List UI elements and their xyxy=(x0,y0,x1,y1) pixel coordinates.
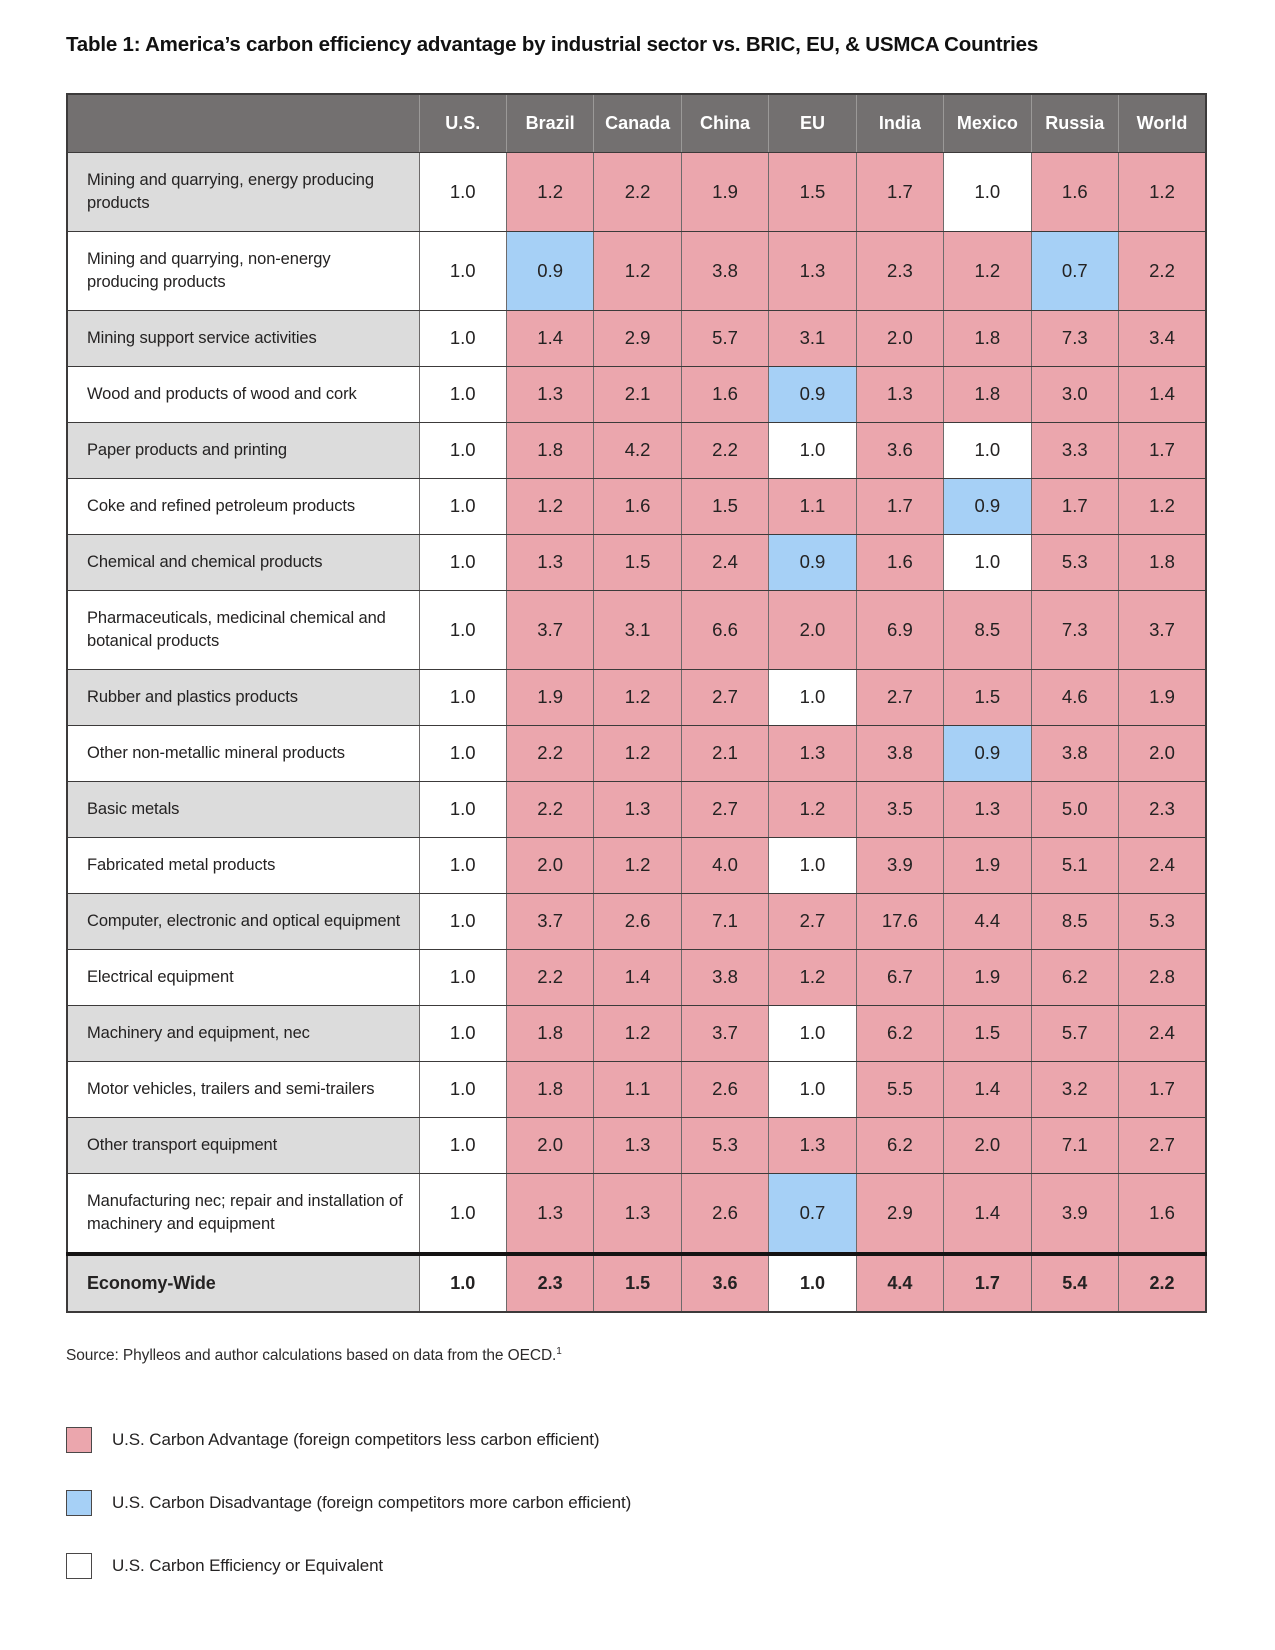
value-cell: 1.6 xyxy=(856,534,943,590)
value-cell: 2.2 xyxy=(506,781,593,837)
value-cell: 4.6 xyxy=(1031,669,1118,725)
row-label: Fabricated metal products xyxy=(67,837,419,893)
table-row xyxy=(67,478,1206,534)
table-row xyxy=(67,781,1206,837)
value-cell: 1.3 xyxy=(769,725,856,781)
value-cell: 1.9 xyxy=(944,949,1031,1005)
table-row xyxy=(67,534,1206,590)
value-cell: 1.2 xyxy=(1119,152,1207,231)
value-cell: 0.7 xyxy=(769,1173,856,1254)
value-cell: 1.0 xyxy=(769,1061,856,1117)
value-cell: 5.3 xyxy=(1119,893,1207,949)
value-cell: 1.6 xyxy=(681,366,768,422)
value-cell: 6.2 xyxy=(856,1005,943,1061)
column-header-india: India xyxy=(856,94,943,152)
value-cell: 2.0 xyxy=(769,590,856,669)
legend xyxy=(66,1427,1209,1579)
value-cell: 1.2 xyxy=(769,781,856,837)
column-header-eu: EU xyxy=(769,94,856,152)
table-row xyxy=(67,231,1206,310)
value-cell: 1.0 xyxy=(419,837,506,893)
value-cell: 1.0 xyxy=(419,1254,506,1312)
value-cell: 8.5 xyxy=(1031,893,1118,949)
value-cell: 1.2 xyxy=(506,478,593,534)
legend-item xyxy=(66,1427,1209,1453)
value-cell: 1.0 xyxy=(419,781,506,837)
row-label: Mining support service activities xyxy=(67,310,419,366)
value-cell: 5.3 xyxy=(1031,534,1118,590)
value-cell: 3.7 xyxy=(681,1005,768,1061)
value-cell: 1.3 xyxy=(856,366,943,422)
value-cell: 1.3 xyxy=(769,1117,856,1173)
value-cell: 1.3 xyxy=(594,1173,681,1254)
value-cell: 1.0 xyxy=(419,893,506,949)
value-cell: 1.7 xyxy=(1119,422,1207,478)
table-header-row xyxy=(67,94,1206,152)
value-cell: 1.0 xyxy=(419,310,506,366)
source-note xyxy=(66,1347,1209,1365)
value-cell: 2.3 xyxy=(506,1254,593,1312)
value-cell: 1.5 xyxy=(944,1005,1031,1061)
value-cell: 0.9 xyxy=(944,725,1031,781)
value-cell: 2.0 xyxy=(506,837,593,893)
value-cell: 1.3 xyxy=(594,781,681,837)
value-cell: 1.2 xyxy=(506,152,593,231)
table-row xyxy=(67,1005,1206,1061)
value-cell: 2.3 xyxy=(1119,781,1207,837)
value-cell: 2.7 xyxy=(769,893,856,949)
value-cell: 2.7 xyxy=(1119,1117,1207,1173)
table-row xyxy=(67,669,1206,725)
source-footnote-marker: 1 xyxy=(556,1345,562,1357)
value-cell: 3.1 xyxy=(769,310,856,366)
value-cell: 1.9 xyxy=(681,152,768,231)
value-cell: 1.0 xyxy=(419,590,506,669)
table-row xyxy=(67,366,1206,422)
value-cell: 1.8 xyxy=(1119,534,1207,590)
value-cell: 1.8 xyxy=(506,1005,593,1061)
value-cell: 3.6 xyxy=(856,422,943,478)
table-row xyxy=(67,590,1206,669)
value-cell: 3.8 xyxy=(1031,725,1118,781)
value-cell: 1.3 xyxy=(769,231,856,310)
value-cell: 1.3 xyxy=(506,366,593,422)
value-cell: 2.9 xyxy=(856,1173,943,1254)
value-cell: 3.6 xyxy=(681,1254,768,1312)
value-cell: 0.9 xyxy=(769,366,856,422)
value-cell: 1.2 xyxy=(594,1005,681,1061)
value-cell: 2.0 xyxy=(506,1117,593,1173)
value-cell: 1.9 xyxy=(506,669,593,725)
value-cell: 1.6 xyxy=(1031,152,1118,231)
value-cell: 3.8 xyxy=(681,949,768,1005)
value-cell: 2.2 xyxy=(1119,231,1207,310)
value-cell: 1.0 xyxy=(419,1005,506,1061)
legend-label: U.S. Carbon Efficiency or Equivalent xyxy=(112,1555,384,1575)
value-cell: 1.0 xyxy=(769,1005,856,1061)
advantage-swatch xyxy=(66,1427,92,1453)
row-label: Electrical equipment xyxy=(67,949,419,1005)
value-cell: 1.0 xyxy=(769,837,856,893)
table-row xyxy=(67,949,1206,1005)
value-cell: 5.4 xyxy=(1031,1254,1118,1312)
value-cell: 1.2 xyxy=(594,231,681,310)
value-cell: 5.1 xyxy=(1031,837,1118,893)
value-cell: 1.1 xyxy=(769,478,856,534)
table-row xyxy=(67,725,1206,781)
row-label: Manufacturing nec; repair and installation of machinery and equipment xyxy=(67,1173,419,1254)
value-cell: 1.0 xyxy=(769,1254,856,1312)
value-cell: 7.1 xyxy=(681,893,768,949)
value-cell: 1.9 xyxy=(1119,669,1207,725)
row-label: Machinery and equipment, nec xyxy=(67,1005,419,1061)
value-cell: 1.8 xyxy=(944,310,1031,366)
value-cell: 0.9 xyxy=(944,478,1031,534)
table-header xyxy=(67,94,1206,152)
value-cell: 2.3 xyxy=(856,231,943,310)
value-cell: 1.7 xyxy=(1119,1061,1207,1117)
legend-item xyxy=(66,1490,1209,1516)
value-cell: 3.9 xyxy=(1031,1173,1118,1254)
value-cell: 2.0 xyxy=(1119,725,1207,781)
value-cell: 3.8 xyxy=(856,725,943,781)
value-cell: 1.4 xyxy=(944,1061,1031,1117)
value-cell: 2.4 xyxy=(1119,1005,1207,1061)
column-header-brazil: Brazil xyxy=(506,94,593,152)
value-cell: 2.2 xyxy=(1119,1254,1207,1312)
value-cell: 3.9 xyxy=(856,837,943,893)
table-row xyxy=(67,1117,1206,1173)
value-cell: 1.0 xyxy=(419,231,506,310)
value-cell: 1.3 xyxy=(944,781,1031,837)
row-label: Chemical and chemical products xyxy=(67,534,419,590)
value-cell: 7.3 xyxy=(1031,310,1118,366)
value-cell: 2.1 xyxy=(594,366,681,422)
value-cell: 1.2 xyxy=(769,949,856,1005)
value-cell: 3.4 xyxy=(1119,310,1207,366)
value-cell: 1.2 xyxy=(1119,478,1207,534)
value-cell: 1.1 xyxy=(594,1061,681,1117)
value-cell: 4.4 xyxy=(856,1254,943,1312)
value-cell: 5.3 xyxy=(681,1117,768,1173)
source-text: Source: Phylleos and author calculations based on data from the OECD. xyxy=(66,1346,557,1364)
row-label: Motor vehicles, trailers and semi-trailers xyxy=(67,1061,419,1117)
value-cell: 1.4 xyxy=(1119,366,1207,422)
value-cell: 6.2 xyxy=(856,1117,943,1173)
value-cell: 3.7 xyxy=(1119,590,1207,669)
row-label: Computer, electronic and optical equipment xyxy=(67,893,419,949)
value-cell: 1.2 xyxy=(594,837,681,893)
value-cell: 1.4 xyxy=(594,949,681,1005)
value-cell: 1.0 xyxy=(769,422,856,478)
value-cell: 2.0 xyxy=(856,310,943,366)
value-cell: 2.8 xyxy=(1119,949,1207,1005)
value-cell: 1.0 xyxy=(419,152,506,231)
value-cell: 1.6 xyxy=(1119,1173,1207,1254)
legend-label: U.S. Carbon Disadvantage (foreign competitors more carbon efficient) xyxy=(112,1492,632,1512)
value-cell: 1.0 xyxy=(419,725,506,781)
value-cell: 1.5 xyxy=(769,152,856,231)
value-cell: 6.9 xyxy=(856,590,943,669)
table-title: Table 1: America’s carbon efficiency advantage by industrial sector vs. BRIC, EU, & USMCA Countries xyxy=(66,33,1039,56)
value-cell: 2.1 xyxy=(681,725,768,781)
value-cell: 1.0 xyxy=(944,534,1031,590)
value-cell: 2.7 xyxy=(681,781,768,837)
value-cell: 1.0 xyxy=(944,422,1031,478)
economy-wide-row xyxy=(67,1254,1206,1312)
value-cell: 3.8 xyxy=(681,231,768,310)
table-row xyxy=(67,1173,1206,1254)
row-label: Paper products and printing xyxy=(67,422,419,478)
row-label: Mining and quarrying, energy producing products xyxy=(67,152,419,231)
value-cell: 1.0 xyxy=(419,422,506,478)
column-header-us: U.S. xyxy=(419,94,506,152)
table-row xyxy=(67,1061,1206,1117)
table-body xyxy=(67,152,1206,1312)
value-cell: 2.9 xyxy=(594,310,681,366)
legend-item xyxy=(66,1553,1209,1579)
value-cell: 1.0 xyxy=(769,669,856,725)
column-header-russia: Russia xyxy=(1031,94,1118,152)
value-cell: 5.0 xyxy=(1031,781,1118,837)
value-cell: 2.6 xyxy=(681,1173,768,1254)
value-cell: 2.6 xyxy=(594,893,681,949)
value-cell: 1.2 xyxy=(594,725,681,781)
value-cell: 1.0 xyxy=(419,669,506,725)
value-cell: 1.4 xyxy=(506,310,593,366)
value-cell: 5.7 xyxy=(1031,1005,1118,1061)
row-label: Rubber and plastics products xyxy=(67,669,419,725)
column-header-world: World xyxy=(1119,94,1207,152)
corner-cell xyxy=(67,94,419,152)
value-cell: 7.1 xyxy=(1031,1117,1118,1173)
table-row xyxy=(67,893,1206,949)
value-cell: 1.0 xyxy=(419,1117,506,1173)
value-cell: 2.2 xyxy=(506,949,593,1005)
value-cell: 1.0 xyxy=(419,478,506,534)
value-cell: 3.1 xyxy=(594,590,681,669)
value-cell: 3.7 xyxy=(506,893,593,949)
disadvantage-swatch xyxy=(66,1490,92,1516)
value-cell: 1.5 xyxy=(594,534,681,590)
legend-label: U.S. Carbon Advantage (foreign competitors less carbon efficient) xyxy=(112,1429,600,1449)
value-cell: 1.2 xyxy=(944,231,1031,310)
value-cell: 3.5 xyxy=(856,781,943,837)
value-cell: 4.2 xyxy=(594,422,681,478)
value-cell: 1.8 xyxy=(944,366,1031,422)
column-header-china: China xyxy=(681,94,768,152)
value-cell: 1.7 xyxy=(944,1254,1031,1312)
value-cell: 1.3 xyxy=(506,534,593,590)
value-cell: 2.6 xyxy=(681,1061,768,1117)
row-label: Wood and products of wood and cork xyxy=(67,366,419,422)
value-cell: 1.5 xyxy=(594,1254,681,1312)
value-cell: 2.4 xyxy=(681,534,768,590)
value-cell: 1.0 xyxy=(944,152,1031,231)
value-cell: 2.7 xyxy=(681,669,768,725)
value-cell: 3.0 xyxy=(1031,366,1118,422)
value-cell: 1.0 xyxy=(419,366,506,422)
row-label: Mining and quarrying, non-energy producing products xyxy=(67,231,419,310)
row-label: Pharmaceuticals, medicinal chemical and botanical products xyxy=(67,590,419,669)
value-cell: 1.5 xyxy=(681,478,768,534)
value-cell: 1.0 xyxy=(419,949,506,1005)
value-cell: 4.4 xyxy=(944,893,1031,949)
value-cell: 1.4 xyxy=(944,1173,1031,1254)
value-cell: 4.0 xyxy=(681,837,768,893)
value-cell: 5.5 xyxy=(856,1061,943,1117)
value-cell: 0.9 xyxy=(506,231,593,310)
value-cell: 1.3 xyxy=(594,1117,681,1173)
row-label: Coke and refined petroleum products xyxy=(67,478,419,534)
value-cell: 1.9 xyxy=(944,837,1031,893)
value-cell: 2.2 xyxy=(594,152,681,231)
value-cell: 1.5 xyxy=(944,669,1031,725)
value-cell: 1.6 xyxy=(594,478,681,534)
value-cell: 1.7 xyxy=(856,478,943,534)
column-header-mexico: Mexico xyxy=(944,94,1031,152)
value-cell: 2.4 xyxy=(1119,837,1207,893)
value-cell: 2.7 xyxy=(856,669,943,725)
equivalent-swatch xyxy=(66,1553,92,1579)
value-cell: 6.6 xyxy=(681,590,768,669)
value-cell: 3.7 xyxy=(506,590,593,669)
table-row xyxy=(67,310,1206,366)
value-cell: 2.0 xyxy=(944,1117,1031,1173)
carbon-efficiency-table xyxy=(66,93,1207,1313)
value-cell: 7.3 xyxy=(1031,590,1118,669)
row-label: Other transport equipment xyxy=(67,1117,419,1173)
value-cell: 1.3 xyxy=(506,1173,593,1254)
row-label: Other non-metallic mineral products xyxy=(67,725,419,781)
row-label: Basic metals xyxy=(67,781,419,837)
value-cell: 2.2 xyxy=(681,422,768,478)
value-cell: 5.7 xyxy=(681,310,768,366)
value-cell: 1.7 xyxy=(1031,478,1118,534)
value-cell: 1.8 xyxy=(506,422,593,478)
economy-wide-label: Economy-Wide xyxy=(67,1254,419,1312)
table-row xyxy=(67,422,1206,478)
value-cell: 3.3 xyxy=(1031,422,1118,478)
value-cell: 8.5 xyxy=(944,590,1031,669)
table-row xyxy=(67,837,1206,893)
table-row xyxy=(67,152,1206,231)
value-cell: 1.2 xyxy=(594,669,681,725)
value-cell: 0.9 xyxy=(769,534,856,590)
value-cell: 1.0 xyxy=(419,1061,506,1117)
value-cell: 1.7 xyxy=(856,152,943,231)
value-cell: 17.6 xyxy=(856,893,943,949)
value-cell: 3.2 xyxy=(1031,1061,1118,1117)
value-cell: 0.7 xyxy=(1031,231,1118,310)
column-header-canada: Canada xyxy=(594,94,681,152)
value-cell: 6.2 xyxy=(1031,949,1118,1005)
value-cell: 2.2 xyxy=(506,725,593,781)
value-cell: 1.0 xyxy=(419,534,506,590)
value-cell: 6.7 xyxy=(856,949,943,1005)
value-cell: 1.8 xyxy=(506,1061,593,1117)
value-cell: 1.0 xyxy=(419,1173,506,1254)
